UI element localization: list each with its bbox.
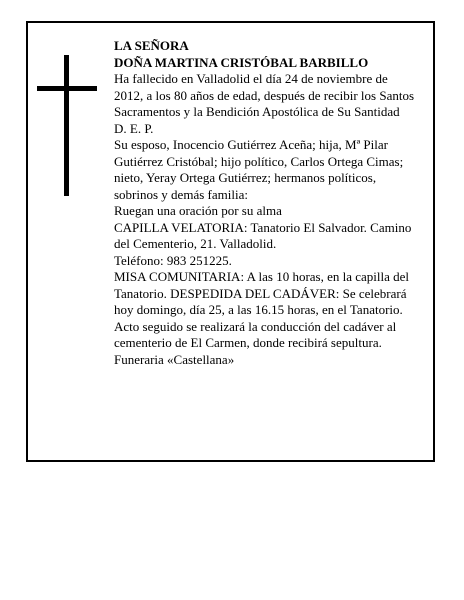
- death-announcement: Ha fallecido en Valladolid el día 24 de noviembre de 2012, a los 80 años de edad, después de recibir los Santos Sacramentos y la Bendición Apostólica de Su Santidad: [114, 71, 415, 119]
- rip-abbreviation: D. E. P.: [114, 120, 154, 136]
- cross-horizontal-bar: [37, 86, 97, 91]
- cross-vertical-bar: [64, 55, 69, 196]
- funeral-home: Funeraria «Castellana»: [114, 351, 235, 367]
- deceased-name: DOÑA MARTINA CRISTÓBAL BARBILLO: [114, 54, 369, 70]
- phone-number: Teléfono: 983 251225.: [114, 252, 232, 268]
- wake-chapel-info: CAPILLA VELATORIA: Tanatorio El Salvador. Camino del Cementerio, 21. Valladolid.: [114, 219, 412, 251]
- mass-and-farewell-info: MISA COMUNITARIA: A las 10 horas, en la capilla del Tanatorio. DESPEDIDA DEL CADÁVER: Se celebrará hoy domingo, día 25, a las 16.15 horas, en el Tanatorio. Acto seguido se realizará la conducción del cadáver al cementerio de El Carmen, donde recibirá sepultura.: [114, 269, 410, 350]
- notice-heading: LA SEÑORA: [114, 38, 189, 53]
- obituary-text: [114, 38, 420, 368]
- family-list: Su esposo, Inocencio Gutiérrez Aceña; hija, Mª Pilar Gutiérrez Cristóbal; hijo político, Carlos Ortega Cimas; nieto, Yeray Ortega Gutiérrez; hermanos políticos, sobrinos y demás familia:: [114, 137, 404, 202]
- prayer-request: Ruegan una oración por su alma: [114, 203, 282, 218]
